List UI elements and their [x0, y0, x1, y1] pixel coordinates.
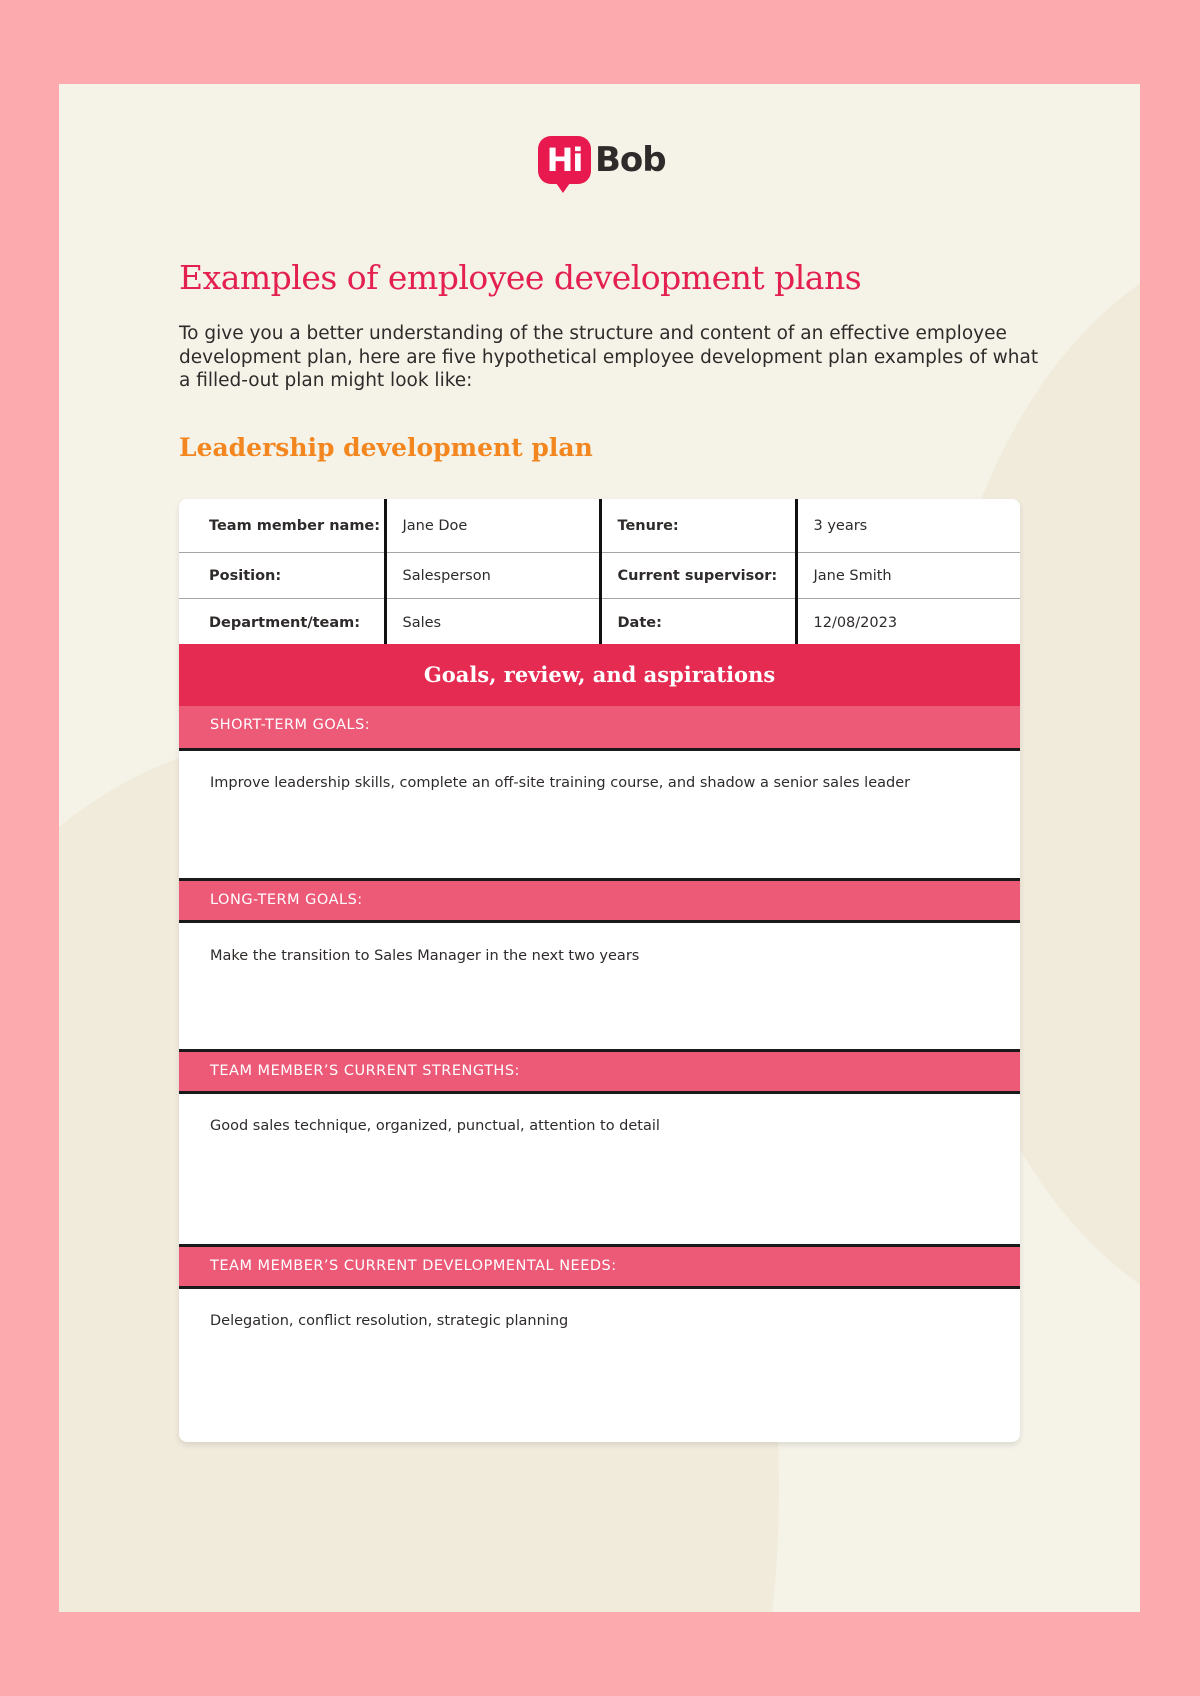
info-label: Tenure:	[600, 499, 796, 553]
current-strengths-text: Good sales technique, organized, punctual, attention to detail	[210, 1118, 660, 1134]
section-title: Leadership development plan	[179, 433, 593, 462]
logo-hi-badge	[538, 136, 591, 184]
logo-hi-text: Hi	[546, 141, 583, 179]
developmental-needs-text: Delegation, conflict resolution, strategic planning	[210, 1313, 569, 1329]
info-value: Jane Smith	[796, 553, 1020, 599]
long-term-goals-heading: LONG-TERM GOALS:	[179, 878, 1020, 923]
short-term-goals-text: Improve leadership skills, complete an off-site training course, and shadow a senior sales leader	[210, 775, 911, 791]
goals-banner: Goals, review, and aspirations	[179, 644, 1020, 709]
table-row	[179, 553, 1020, 599]
page-title: Examples of employee development plans	[179, 258, 862, 297]
logo-bob-text: Bob	[595, 140, 666, 180]
current-strengths-heading: TEAM MEMBER’S CURRENT STRENGTHS:	[179, 1049, 1020, 1094]
table-row	[179, 499, 1020, 553]
info-value: 12/08/2023	[796, 599, 1020, 647]
info-value: 3 years	[796, 499, 1020, 553]
info-label: Position:	[179, 553, 385, 599]
info-value: Salesperson	[385, 553, 600, 599]
development-plan-card	[179, 499, 1020, 1442]
info-label: Current supervisor:	[600, 553, 796, 599]
intro-paragraph: To give you a better understanding of the structure and content of an effective employee development plan, here are five hypothetical employee development plan examples of what a filled-out plan might look like:	[179, 323, 1039, 391]
info-label: Department/team:	[209, 614, 361, 631]
info-value: Jane Doe	[385, 499, 600, 553]
table-row	[179, 599, 1020, 647]
hibob-logo	[538, 134, 666, 186]
speech-bubble-tail-icon	[556, 183, 570, 193]
developmental-needs-heading: TEAM MEMBER’S CURRENT DEVELOPMENTAL NEEDS:	[179, 1244, 1020, 1289]
employee-info-table	[179, 499, 1020, 646]
info-label: Team member name:	[179, 499, 385, 553]
info-label: Date:	[600, 599, 796, 647]
info-value: Sales	[385, 599, 600, 647]
long-term-goals-text: Make the transition to Sales Manager in the next two years	[210, 948, 640, 964]
short-term-goals-heading: SHORT-TERM GOALS:	[179, 706, 1020, 751]
